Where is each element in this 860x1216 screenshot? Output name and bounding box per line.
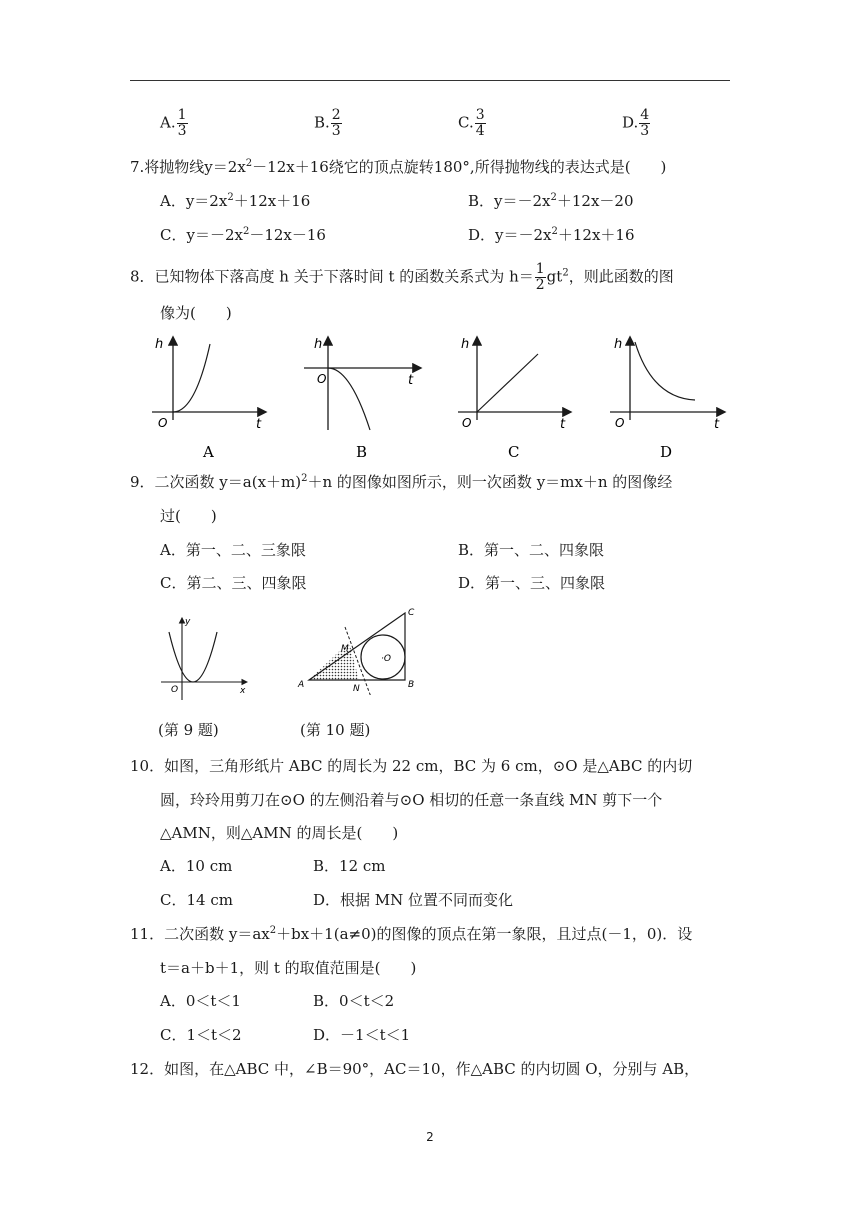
q8-graph-b-label: B: [356, 443, 368, 461]
q7-stem: 7.将抛物线$y=2x^2-12x+16$绕它的顶点旋转180°,所得抛物线的表达式是( ): [130, 158, 667, 176]
q11-stem-line1: 11．二次函数 $y=ax^2+bx+1(a\ne 0)$的图像的顶点在第一象限，且过点(－1，0)．设: [130, 925, 693, 943]
q8-graph-b: [304, 337, 420, 461]
q9-figure-o: O: [171, 685, 179, 695]
q8-graph-a: [152, 337, 265, 461]
q9-figure: [155, 612, 255, 702]
q9-option-b: B．第一、二、四象限: [458, 541, 605, 559]
q10-label-b: B: [408, 680, 415, 690]
header-rule: [130, 80, 730, 81]
q9-option-d: D．第一、三、四象限: [458, 574, 606, 592]
q11-option-a: A．0＜t＜1: [160, 992, 241, 1010]
q6-option-c: C. $\frac{3}{4}$: [458, 107, 485, 139]
q11-stem-line2: t＝a＋b＋1，则 t 的取值范围是( ): [160, 959, 417, 977]
q8-graph-d: [610, 337, 724, 461]
q7-option-c: C．$y=-2x^2-12x-16$: [160, 226, 326, 244]
q8-graph-a-o: O: [158, 416, 168, 430]
q10-option-a: A．10 cm: [160, 857, 233, 875]
q10-option-d: D．根据 MN 位置不同而变化: [313, 891, 514, 909]
q9-caption: (第 9 题): [158, 721, 219, 739]
q11-option-c: C．1＜t＜2: [160, 1026, 242, 1044]
q8-graph-b-t: t: [408, 373, 414, 388]
q10-label-m: M: [341, 644, 349, 654]
q8-graph-c-label: C: [508, 443, 520, 461]
q9-stem: 9．二次函数 $y=a(x+m)^2+n$ 的图像如图所示，则一次函数 y＝mx＋n 的图像经: [130, 473, 673, 491]
q7-option-d: D．$y=-2x^2+12x+16$: [468, 226, 635, 244]
q8-graph-d-o: O: [615, 416, 625, 430]
q10-figure: [295, 605, 425, 695]
q6-option-b: B. $\frac{2}{3}$: [314, 107, 341, 139]
q8-graph-c: [458, 337, 570, 461]
q8-graph-a-t: t: [256, 417, 262, 432]
q10-option-c: C．14 cm: [160, 891, 233, 909]
q8-graph-c-t: t: [560, 417, 566, 432]
q9-figure-x: x: [240, 686, 246, 696]
q10-stem-line1: 10．如图，三角形纸片 ABC 的周长为 22 cm，BC 为 6 cm，⊙O 是△ABC 的内切: [130, 757, 693, 775]
q10-label-c: C: [408, 608, 415, 618]
q8-stem: 8．已知物体下落高度 h 关于下落时间 t 的函数关系式为 h＝ $\frac{1}{2}$ $gt^2$，则此函数的图: [130, 261, 674, 293]
q9-option-c: C．第二、三、四象限: [160, 574, 307, 592]
q8-graph-d-t: t: [714, 417, 720, 432]
q7-option-b: B．$y=-2x^2+12x-20$: [468, 192, 634, 210]
q10-label-a: A: [298, 680, 305, 690]
q8-graph-c-o: O: [462, 416, 472, 430]
q8-graph-d-label: D: [660, 443, 673, 461]
page-number: 2: [426, 1130, 434, 1144]
q8-stem-line2: 像为( ): [160, 304, 232, 322]
q9-option-a: A．第一、二、三象限: [160, 541, 306, 559]
q8-graph-d-h: h: [614, 337, 623, 352]
q11-option-b: B．0＜t＜2: [313, 992, 395, 1010]
q8-graphs: [140, 330, 740, 465]
q6-option-a: A. $\frac{1}{3}$: [160, 107, 187, 139]
q10-label-n: N: [353, 684, 360, 694]
q10-label-o: ·O: [381, 654, 391, 664]
q12-stem-line1: 12．如图，在△ABC 中，∠B＝90°，AC＝10，作△ABC 的内切圆 O，分别与 AB，: [130, 1060, 700, 1078]
q10-caption: (第 10 题): [300, 721, 371, 739]
q8-graph-b-o: O: [317, 372, 327, 386]
q6-option-d: D. $\frac{4}{3}$: [622, 107, 650, 139]
q10-option-b: B．12 cm: [313, 857, 386, 875]
q10-stem-line3: △AMN，则△AMN 的周长是( ): [160, 824, 399, 842]
q8-graph-a-label: A: [203, 443, 214, 461]
q9-stem-line2: 过( ): [160, 507, 217, 525]
q7-option-a: A．$y=2x^2+12x+16$: [160, 192, 311, 210]
q8-graph-c-h: h: [461, 337, 470, 352]
q11-option-d: D．－1＜t＜1: [313, 1026, 411, 1044]
q9-figure-y: y: [185, 617, 191, 627]
q8-graph-b-h: h: [314, 337, 323, 352]
q8-graph-a-h: h: [155, 337, 164, 352]
q10-stem-line2: 圆，玲玲用剪刀在⊙O 的左侧沿着与⊙O 相切的任意一条直线 MN 剪下一个: [160, 791, 663, 809]
